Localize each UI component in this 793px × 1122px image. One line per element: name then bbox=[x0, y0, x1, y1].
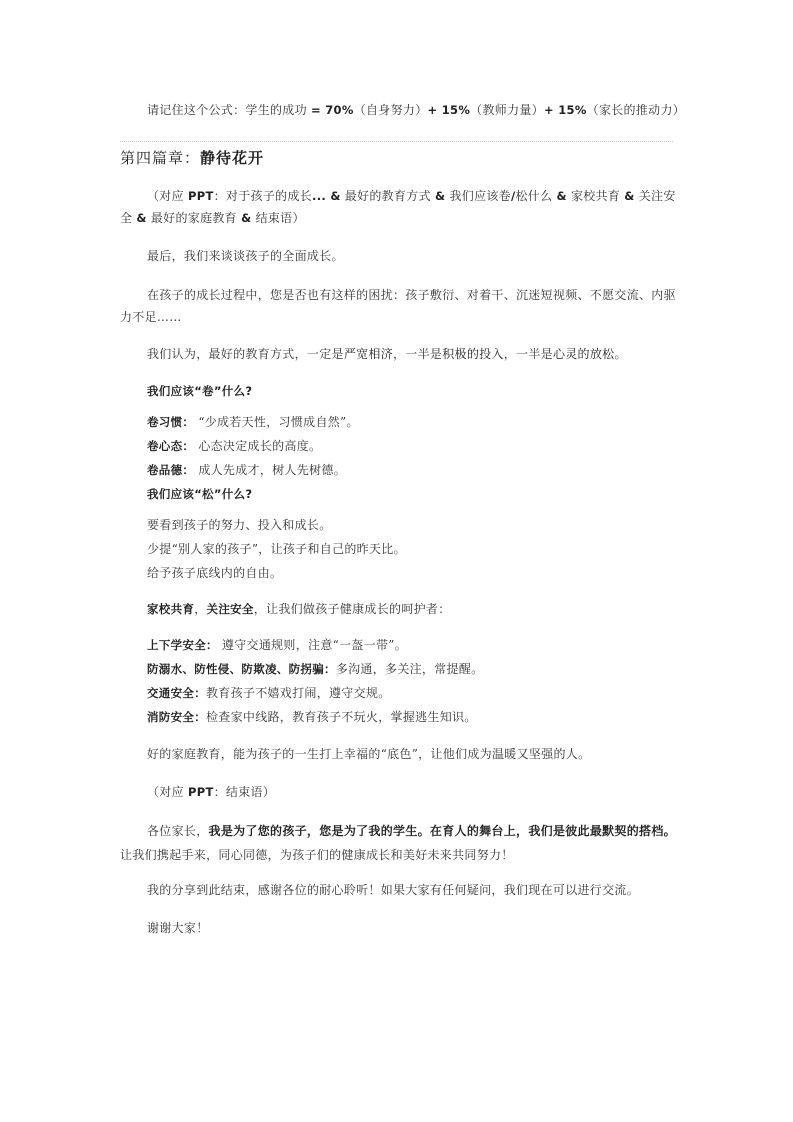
note-bold: & bbox=[136, 211, 147, 225]
paragraph-emphasis: 积极的投入 bbox=[442, 347, 504, 361]
list-item-label: 防溺水、防性侵、防欺凌、防拐骗： bbox=[147, 662, 336, 676]
paragraph: 谢谢大家！ bbox=[147, 921, 209, 935]
note-text: （对应 bbox=[147, 189, 189, 203]
list-item: 少提“别人家的孩子”，让孩子和自己的昨天比。 bbox=[147, 542, 406, 556]
list-item bbox=[120, 682, 676, 704]
note-text: 最好的教育方式 bbox=[340, 189, 436, 203]
paragraph: 在孩子的成长过程中，您是否也有这样的困扰：孩子敷衍、对着干、沉迷短视频、不愿交流、内驱力不足…… bbox=[120, 288, 676, 324]
list-item-text: 教育孩子不嬉戏打闹，遵守交规。 bbox=[206, 686, 391, 700]
note-text: 家校共育 bbox=[566, 189, 625, 203]
list-item bbox=[120, 634, 676, 656]
note-bold: & bbox=[241, 211, 252, 225]
section-title-text: 我们应该“松”什么? bbox=[147, 487, 253, 501]
list-item bbox=[120, 411, 676, 433]
note-text: ：结束语） bbox=[213, 785, 276, 799]
note-bold: PPT bbox=[188, 785, 214, 799]
note-text: ：对于孩子的成长 bbox=[213, 189, 313, 203]
paragraph bbox=[120, 598, 676, 620]
note-bold: PPT bbox=[188, 189, 214, 203]
list-item-label: 卷品德： bbox=[147, 463, 195, 477]
paragraph: 我的分享到此结束，感谢各位的耐心聆听！如果大家有任何疑问，我们现在可以进行交流。 bbox=[147, 883, 640, 897]
list-item-text: “少成若天性，习惯成自然”。 bbox=[194, 415, 359, 429]
paragraph-text: ，一半是 bbox=[503, 347, 553, 361]
note-bold: & bbox=[556, 189, 567, 203]
list-item bbox=[120, 435, 676, 457]
paragraph-text: 。 bbox=[614, 347, 627, 361]
ppt-note bbox=[120, 185, 676, 229]
list-item: 要看到孩子的努力、投入和成长。 bbox=[147, 518, 332, 532]
list-item bbox=[120, 658, 676, 680]
list-item-text: 遵守交通规则，注意“一盔一带”。 bbox=[217, 638, 407, 652]
paragraph-text: 各位家长， bbox=[147, 824, 209, 838]
divider bbox=[120, 141, 673, 142]
note-text: 关注安全 bbox=[120, 189, 676, 225]
formula-text: （自身努力） bbox=[353, 103, 428, 117]
chapter-heading bbox=[120, 147, 676, 170]
paragraph bbox=[120, 343, 676, 365]
note-text: （对应 bbox=[147, 785, 189, 799]
list-item-text: 检查家中线路，教育孩子不玩火，掌握逃生知识。 bbox=[206, 710, 477, 724]
formula-value: + 15% bbox=[543, 103, 587, 117]
note-bold: & bbox=[624, 189, 635, 203]
list-item-text: 心态决定成长的高度。 bbox=[194, 439, 322, 453]
list-item-label: 卷心态： bbox=[147, 439, 195, 453]
paragraph: 好的家庭教育，能为孩子的一生打上幸福的“底色”，让他们成为温暖又坚强的人。 bbox=[147, 747, 591, 761]
list-item-label: 交通安全： bbox=[147, 686, 206, 700]
list-item-label: 上下学安全： bbox=[147, 638, 218, 652]
note-text: 我们应该卷 bbox=[445, 189, 511, 203]
note-text: 最好的家庭教育 bbox=[146, 211, 242, 225]
chapter-heading-prefix: 第四篇章： bbox=[120, 149, 201, 167]
section-title-text: 我们应该“卷”什么? bbox=[147, 384, 253, 398]
formula-text: 请记住这个公式：学生的成功 bbox=[147, 103, 312, 117]
list-item-label: 消防安全： bbox=[147, 710, 206, 724]
formula-text: （教师力量） bbox=[470, 103, 544, 117]
paragraph-emphasis: 关注安全 bbox=[206, 602, 254, 616]
note-text: 结束语） bbox=[251, 211, 305, 225]
formula-text: （家长的推动力） bbox=[586, 103, 686, 117]
ppt-note bbox=[120, 781, 676, 803]
list-item bbox=[120, 706, 676, 728]
paragraph-text: ， bbox=[194, 602, 207, 616]
paragraph bbox=[120, 819, 676, 867]
paragraph-emphasis: 我是为了您的孩子，您是为了我的学生。在育人的舞台上，我们是彼此最默契的搭档。 bbox=[208, 824, 676, 838]
list-item: 给予孩子底线内的自由。 bbox=[147, 566, 283, 580]
note-bold: & bbox=[435, 189, 446, 203]
paragraph-emphasis: 心灵的放松 bbox=[552, 347, 615, 361]
note-text: 松什么 bbox=[515, 189, 557, 203]
paragraph-emphasis: 家校共育 bbox=[147, 602, 195, 616]
paragraph-emphasis: 严宽相济 bbox=[343, 347, 394, 361]
list-item bbox=[120, 459, 676, 481]
note-bold: / bbox=[510, 189, 516, 203]
chapter-heading-title: 静待花开 bbox=[200, 149, 265, 167]
formula-value: + 15% bbox=[427, 103, 471, 117]
paragraph-text: 我们认为，最好的教育方式，一定是 bbox=[147, 347, 344, 361]
formula-paragraph bbox=[120, 99, 686, 121]
paragraph-text: 让我们携起手来，同心同德，为孩子们的健康成长和美好未来共同努力！ bbox=[120, 848, 514, 862]
paragraph-text: ，一半是 bbox=[393, 347, 443, 361]
note-bold: ... & bbox=[312, 189, 341, 203]
paragraph-text: ，让我们做孩子健康成长的呵护者： bbox=[253, 602, 451, 616]
paragraph: 最后，我们来谈谈孩子的全面成长。 bbox=[147, 249, 344, 263]
formula-value: = 70% bbox=[311, 103, 354, 117]
list-item-text: 多沟通，多关注，常提醒。 bbox=[335, 662, 484, 676]
list-item-label: 卷习惯： bbox=[147, 415, 195, 429]
section-title bbox=[120, 380, 676, 402]
section-title bbox=[120, 483, 676, 505]
list-item-text: 成人先成才，树人先树德。 bbox=[194, 463, 346, 477]
